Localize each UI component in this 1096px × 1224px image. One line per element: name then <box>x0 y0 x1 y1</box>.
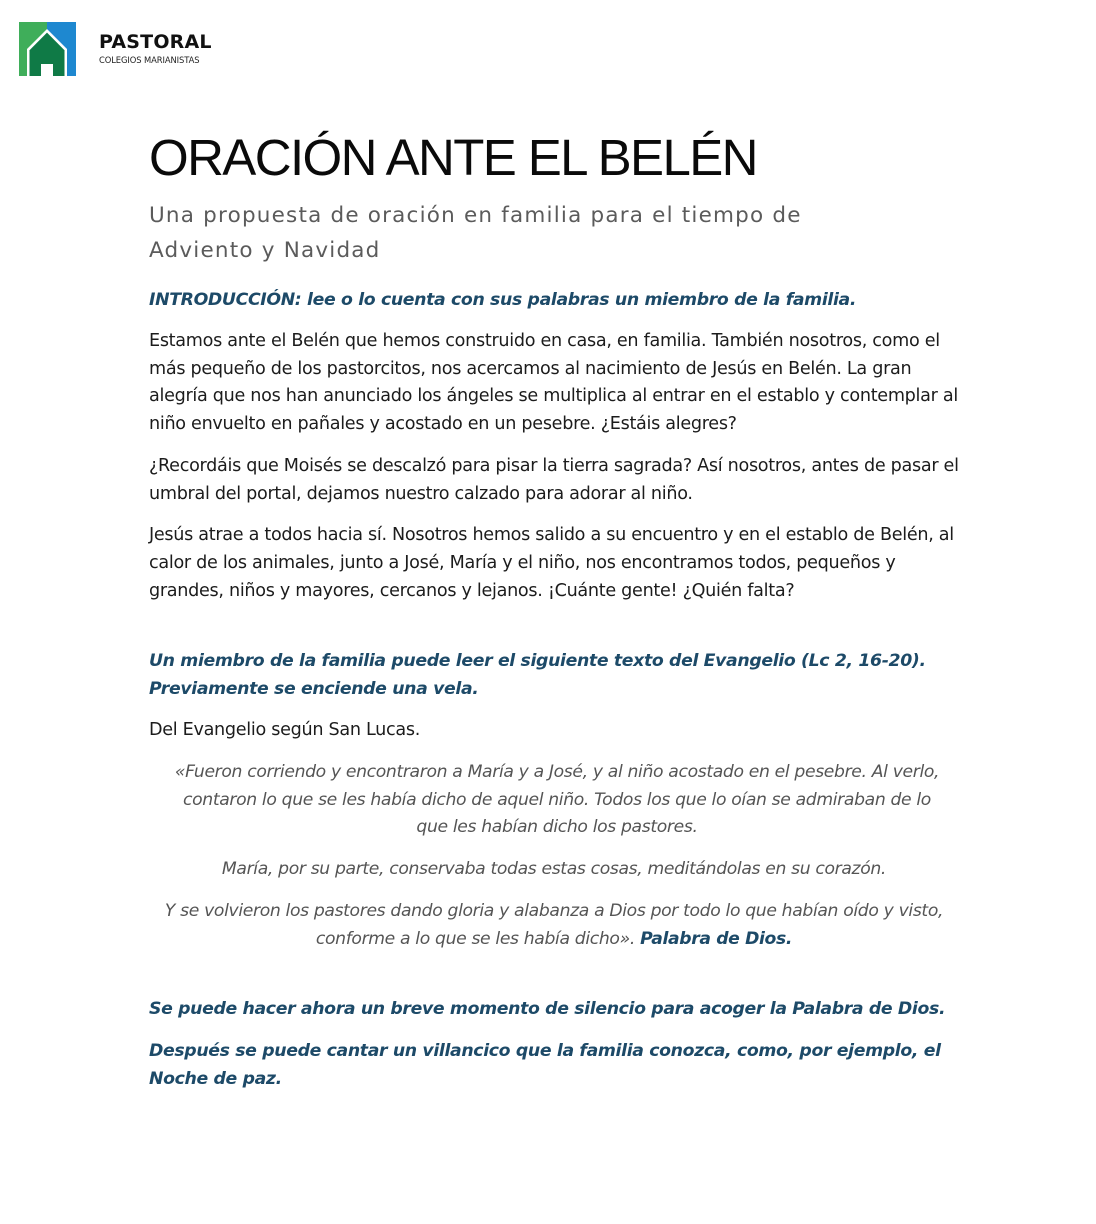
gospel-instruction: Un miembro de la familia puede leer el siguiente texto del Evangelio (Lc 2, 16-20). Previamente se enciende una vela. <box>149 651 926 700</box>
article <box>149 128 959 1093</box>
brand-text <box>99 31 212 66</box>
gospel-quote: «Fueron corriendo y encontraron a María y a José, y al niño acostado en el pesebre. Al verlo, contaron lo que se les había dicho de aquel niño. Todos los que lo oían se admiraban de lo que les habían dicho los pastores. <box>174 762 940 838</box>
gospel-closing: Palabra de Dios. <box>640 928 793 949</box>
brand-name: PASTORAL <box>99 31 212 53</box>
gospel-intro: Del Evangelio según San Lucas. <box>149 720 421 741</box>
page-title: ORACIÓN ANTE EL BELÉN <box>149 129 757 186</box>
site-header <box>0 0 1096 100</box>
intro-paragraph: ¿Recordáis que Moisés se descalzó para pisar la tierra sagrada? Así nosotros, antes de pasar el umbral del portal, dejamos nuestro calzado para adorar al niño. <box>149 455 959 504</box>
intro-heading: INTRODUCCIÓN: lee o lo cuenta con sus palabras un miembro de la familia. <box>149 290 857 310</box>
intro-paragraph: Estamos ante el Belén que hemos construido en casa, en familia. También nosotros, como el más pequeño de los pastorcitos, nos acercamos al nacimiento de Jesús en Belén. La gran alegría que nos han anunciado los ángeles se multiplica al entrar en el establo y contemplar al niño envuelto en pañales y acostado en un pesebre. ¿Estáis alegres? <box>149 331 958 435</box>
gospel-quote: María, por su parte, conservaba todas estas cosas, meditándolas en su corazón. <box>221 859 887 880</box>
carol-instruction: Después se puede cantar un villancico que la familia conozca, como, por ejemplo, el Noche de paz. <box>149 1041 941 1090</box>
intro-paragraph: Jesús atrae a todos hacia sí. Nosotros hemos salido a su encuentro y en el establo de Belén, al calor de los animales, junto a José, María y el niño, nos encontramos todos, pequeños y grandes, niños y mayores, cercanos y lejanos. ¡Cuánte gente! ¿Quién falta? <box>149 525 954 601</box>
silence-instruction: Se puede hacer ahora un breve momento de silencio para acoger la Palabra de Dios. <box>149 999 946 1020</box>
gospel-quote-text: Y se volvieron los pastores dando gloria y alabanza a Dios por todo lo que habían oído y visto, conforme a lo que se les había dicho». <box>164 900 944 949</box>
pastoral-logo-icon <box>19 22 76 76</box>
page-subtitle: Una propuesta de oración en familia para el tiempo de Adviento y Navidad <box>149 203 802 263</box>
brand-tagline: COLEGIOS MARIANISTAS <box>99 55 200 65</box>
gospel-quote-final <box>149 898 959 953</box>
